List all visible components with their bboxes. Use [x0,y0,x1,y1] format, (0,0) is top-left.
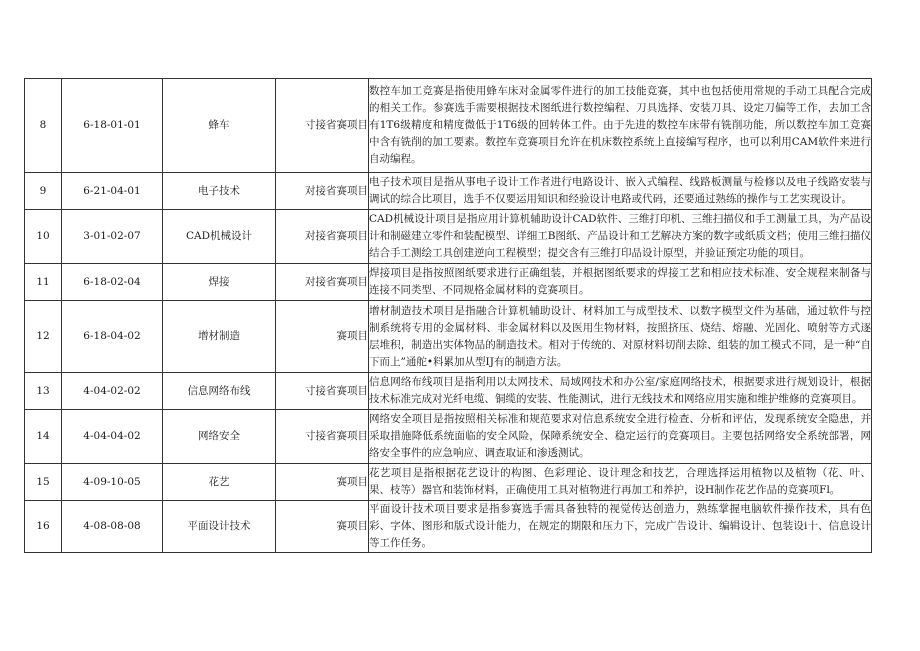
event-name: 增材制造 [163,301,276,373]
table-row [25,79,872,173]
occupation-code: 6-18-04-02 [62,301,163,373]
event-name: 信息网络布线 [163,373,276,410]
table-row [25,501,872,553]
table-row [25,301,872,373]
event-name: 花艺 [163,464,276,501]
event-description: 花艺项目是指根据花艺设计的构图、色彩理论、设计理念和技艺，合理选择运用植物以及植物（花、叶、果、枝等）器官和装饰材料，正确使用工具对植物进行再加工和养护，设H制作花艺作品的竞赛项Fl。 [369,464,872,501]
occupation-code: 3-01-02-07 [62,210,163,264]
event-name: 网络安全 [163,410,276,464]
event-description: 增材制造技术项目是指融合计算机辅助设计、材料加工与成型技术、以数字模型文件为基础，通过软件与控制系统将专用的金属材料、非金属材料以及医用生物材料，按照挤压、烧结、熔融、光固化、喷射等方式逐层堆积，制造出实体物品的制造技术。相对于传统的、对原材料切削去除、组装的加工模式不同，是一种“自下而上”通舵•料累加从型IJ有的制造方法。 [369,301,872,373]
row-number: 11 [25,264,62,301]
table-row [25,410,872,464]
event-type: 赛项目 [276,501,369,553]
event-type: 对接省赛项目 [276,264,369,301]
event-type: 对接省赛项目 [276,210,369,264]
event-name: 平面设计技术 [163,501,276,553]
row-number: 13 [25,373,62,410]
event-description: 数控车加工竞赛是指使用蜂车床对金属零件进行的加工技能竞赛，其中也包括使用常规的手动工具配合完成的相关工作。参赛选手需要根据技术图纸进行数控编程、刀具选择、安装刀具、设定刀偏等工作，去加工含有1T6级精度和精度微低于1T6级的回转体工件。由于先进的数控车床带有铣削功能，所以数控车加工竞赛中含有铣削的加工要素。数控车竞赛项目允许在机床数控系统上直接编写程序，也可以利用CAM软件来进行自动编程。 [369,79,872,173]
event-description: 网络安全项目是指按照相关标准和规范要求对信息系统安全进行检查、分析和评估，发现系统安全隐患，并采取措施降低系统面临的安全风险，保障系统安全、稳定运行的竞赛项目。主要包括网络安全系统部署，网络安全事件的应急响应、调查取证和渗透测试。 [369,410,872,464]
occupation-code: 4-04-02-02 [62,373,163,410]
event-description: 电子技术项目是指从事电子设计工作者进行电路设计、嵌入式编程、线路板测量与检修以及电子线路安装与调试的综合比项目，选手不仅要运用知识和经验设计电路或代码，还要通过熟练的操作与工艺实现设计。 [369,173,872,210]
occupation-code: 4-08-08-08 [62,501,163,553]
occupation-code: 6-21-04-01 [62,173,163,210]
event-type: 寸接省赛项目 [276,373,369,410]
event-type: 赛项目 [276,301,369,373]
event-name: 焊接 [163,264,276,301]
row-number: 12 [25,301,62,373]
event-type: 寸接省赛项目 [276,410,369,464]
event-type: 寸接省赛项目 [276,79,369,173]
table-row [25,264,872,301]
event-description: 信息网络布线项目是指利用以太网技术、局域网技术和办公室/家庭网络技术，根据要求进行规划设计，根据技术标准完成对光纤电缆、铜缆的安装、性能测试，进行无线技术和网络应用实施和维护维修的竞赛项目。 [369,373,872,410]
event-name: 蜂车 [163,79,276,173]
row-number: 15 [25,464,62,501]
occupation-code: 4-09-10-05 [62,464,163,501]
event-description: 焊接项目是指按照图纸要求进行正确组装，并根据图纸要求的焊接工艺和相应技术标准、安全规程来制备与连接不同类型、不同规格金属材料的竞赛项目。 [369,264,872,301]
competition-table [24,78,872,553]
row-number: 14 [25,410,62,464]
occupation-code: 6-18-01-01 [62,79,163,173]
event-type: 赛项目 [276,464,369,501]
event-name: CAD机械设计 [163,210,276,264]
table-row [25,464,872,501]
occupation-code: 6-18-02-04 [62,264,163,301]
event-description: CAD机械设计项目是指应用计算机辅助设计CAD软件、三维打印机、三维扫描仪和手工测量工具，为产品设计和制磁建立零件和装配模型、详细工B图纸、产品设计和工艺解决方案的数字或纸质文档；使用三维扫描仪结合手工测绘工具创建逆向工程模型；提交含有三维打印品设计原型，并验证预定功能的项目。 [369,210,872,264]
row-number: 10 [25,210,62,264]
occupation-code: 4-04-04-02 [62,410,163,464]
row-number: 8 [25,79,62,173]
table-row [25,173,872,210]
event-description: 平面设计技术项目要求是指参赛选手需具备独特的视觉传达创造力，熟练掌握电脑软件操作技术，具有色彩、字体、图形和版式设计能力，在规定的期限和压力下，完成广告设计、编辑设计、包装设i十、信息设计等工作任务。 [369,501,872,553]
event-type: 对接省赛项目 [276,173,369,210]
table-row [25,210,872,264]
table-row [25,373,872,410]
row-number: 9 [25,173,62,210]
event-name: 电子技术 [163,173,276,210]
row-number: 16 [25,501,62,553]
